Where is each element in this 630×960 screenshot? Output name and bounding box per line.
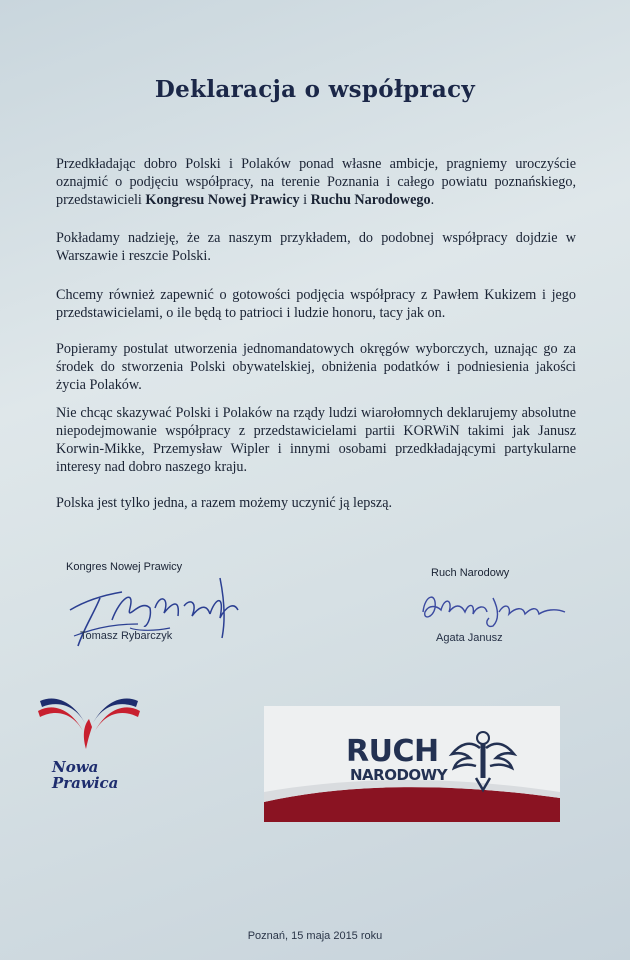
party-ruch: Ruchu Narodowego [310,192,431,208]
paragraph-1-end: . [430,192,435,208]
nowa-prawica-eagle-icon [36,693,142,753]
nowa-prawica-line2: Prawica [52,774,119,792]
ruch-narodowy-logo [264,706,560,822]
ruch-narodowy-line2: NARODOWY [350,766,448,784]
signature-right-name: Agata Janusz [436,632,503,644]
party-kongres: Kongresu Nowej Prawicy [145,192,300,208]
nowa-prawica-line1: Nowa [52,758,99,776]
signature-right-handwriting [415,582,575,632]
paragraph-1-text: Przedkładając dobro Polski i Polaków ponad własne ambicje, pragniemy uroczyście oznajmić o podjęciu współpracy, na terenie Poznania i całego powiatu poznańskiego, przedstawicieli [56,156,576,208]
signature-right-org: Ruch Narodowy [431,567,510,579]
place-date: Poznań, 15 maja 2015 roku [247,930,383,942]
paragraph-5: Nie chcąc skazywać Polski i Polaków na rządy ludzi wiarołomnych deklarujemy absolutne niepodejmowanie współpracy z przedstawicielami partii KORWiN takimi jak Janusz Korwin-Mikke, Przemysław Wipler i innymi osobami przedkładającymi partykularne interesy nad dobro naszego kraju. [56,405,576,475]
document-title: Deklaracja o współpracy [154,76,476,103]
paragraph-6: Polska jest tylko jedna, a razem możemy uczynić ją lepszą. [56,495,393,511]
eagle-icon [448,726,518,796]
paragraph-4: Popieramy postulat utworzenia jednomandatowych okręgów wyborczych, uznając go za środek do stworzenia Polski obywatelskiej, obniżenia podatków i podniesienia jakości życia Polaków. [56,341,576,393]
nowa-prawica-logo [36,693,142,803]
paragraph-2: Pokładamy nadzieję, że za naszym przykładem, do podobnej współpracy dojdzie w Warszawie i reszcie Polski. [56,230,576,264]
ruch-narodowy-line1: RUCH [346,734,439,769]
paragraph-1 [56,155,576,209]
signature-left-name: Tomasz Rybarczyk [80,630,173,642]
signature-left-org: Kongres Nowej Prawicy [66,561,183,573]
paragraph-1-and: i [299,192,311,208]
signature-left-handwriting [60,568,260,658]
paragraph-3: Chcemy również zapewnić o gotowości podjęcia współpracy z Pawłem Kukizem i jego przedstawicielami, o ile będą to patrioci i ludzie honoru, tacy jak on. [56,287,576,321]
